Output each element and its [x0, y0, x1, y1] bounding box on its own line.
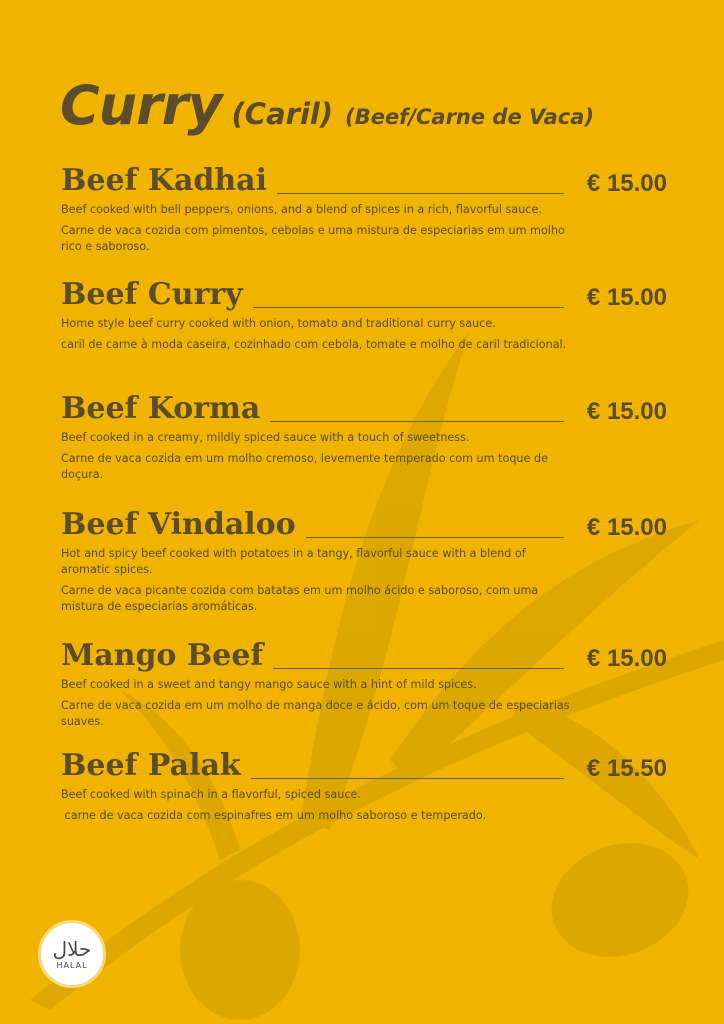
- title-curry: Curry: [60, 74, 222, 137]
- item-name: Mango Beef: [61, 638, 264, 673]
- title-beef: (Beef/Carne de Vaca): [345, 105, 595, 129]
- menu-item: [61, 745, 667, 824]
- item-description-en: Beef cooked with bell peppers, onions, and a blend of spices in a rich, flavorful sauce.: [61, 203, 542, 216]
- leader-line: [253, 307, 564, 308]
- menu-item: [61, 504, 667, 615]
- menu-item: [61, 160, 667, 255]
- leader-line: [306, 537, 564, 538]
- leader-line: [270, 421, 564, 422]
- item-description-en: Beef cooked in a sweet and tangy mango sauce with a hint of mild spices.: [61, 678, 477, 691]
- halal-badge: [38, 920, 106, 988]
- item-name: Beef Vindaloo: [61, 507, 296, 542]
- item-description-pt: Carne de vaca picante cozida com batatas em um molho ácido e saboroso, com uma mistura de especiarias aromáticas.: [61, 584, 539, 613]
- item-price: € 15.00: [586, 170, 667, 197]
- halal-label: HALAL: [56, 960, 88, 970]
- item-description-pt: Carne de vaca cozida em um molho cremoso, levemente temperado com um toque de doçura.: [61, 452, 548, 481]
- leader-line: [273, 668, 564, 669]
- item-name: Beef Korma: [61, 391, 261, 426]
- item-name: Beef Kadhai: [61, 163, 268, 198]
- item-price: € 15.00: [586, 645, 667, 672]
- item-description-pt: caril de carne à moda caseira, cozinhado com cebola, tomate e molho de caril tradicional.: [61, 338, 567, 351]
- item-description-pt: Carne de vaca cozida com pimentos, cebolas e uma mistura de especiarias em um molho rico e saboroso.: [61, 224, 565, 253]
- menu-title: [60, 74, 594, 137]
- leader-line: [251, 778, 564, 779]
- item-name: Beef Curry: [61, 277, 243, 312]
- leader-line: [277, 193, 564, 194]
- item-description-en: Home style beef curry cooked with onion, tomato and traditional curry sauce.: [61, 317, 496, 330]
- item-price: € 15.00: [586, 514, 667, 541]
- item-description-en: Hot and spicy beef cooked with potatoes in a tangy, flavorful sauce with a blend of aromatic spices.: [61, 547, 526, 576]
- item-name: Beef Palak: [61, 748, 241, 783]
- menu-item: [61, 388, 667, 483]
- item-description-pt: Carne de vaca cozida em um molho de manga doce e ácido, com um toque de especiarias suaves.: [61, 699, 570, 728]
- item-description-en: Beef cooked with spinach in a flavorful, spiced sauce.: [61, 788, 361, 801]
- item-price: € 15.00: [586, 398, 667, 425]
- menu-item: [61, 635, 667, 730]
- item-price: € 15.00: [586, 284, 667, 311]
- item-price: € 15.50: [586, 755, 667, 782]
- halal-arabic-text: حلال: [52, 936, 92, 961]
- menu-item: [61, 274, 667, 353]
- title-caril: (Caril): [231, 97, 334, 131]
- item-description-pt: carne de vaca cozida com espinafres em um molho saboroso e temperado.: [61, 809, 487, 822]
- item-description-en: Beef cooked in a creamy, mildly spiced sauce with a touch of sweetness.: [61, 431, 470, 444]
